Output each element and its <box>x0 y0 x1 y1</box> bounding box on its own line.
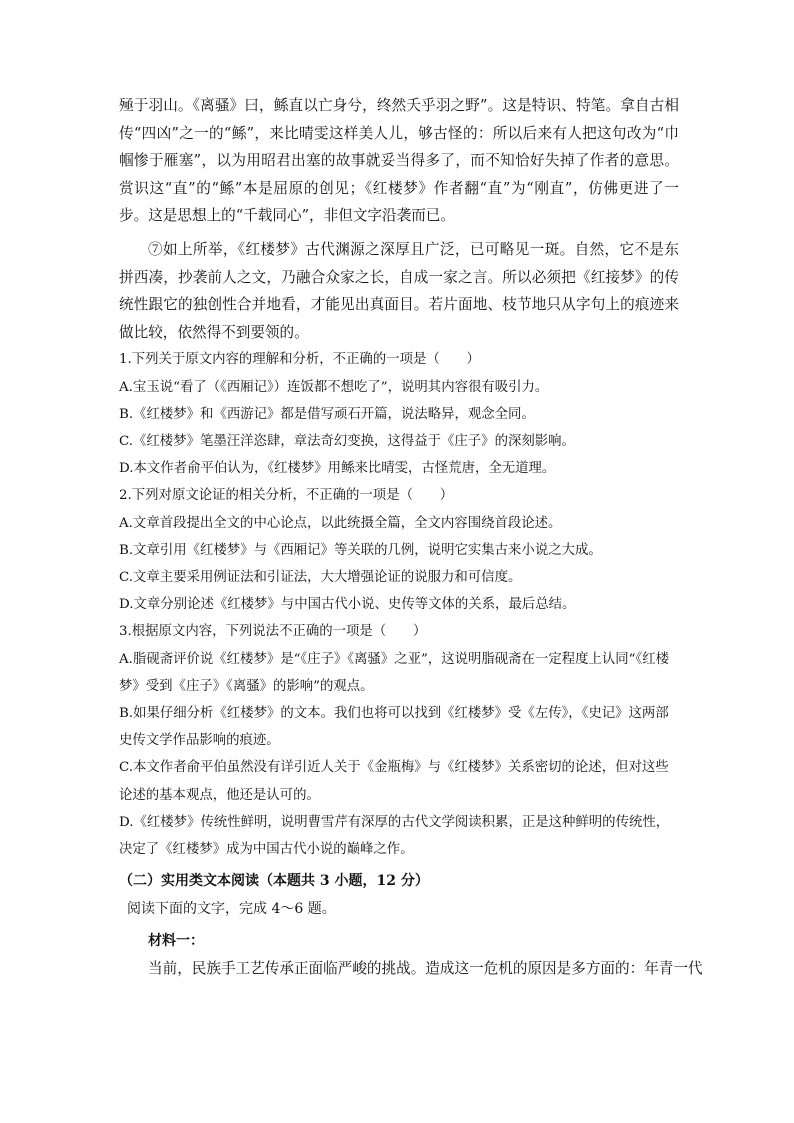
question-option: D.文章分别论述《红楼梦》与中国古代小说、史传等文体的关系，最后总结。 <box>119 597 576 613</box>
question-option: B.《红楼梦》和《西游记》都是借写顽石开篇，说法略异，观念全同。 <box>119 406 535 422</box>
section-instruction: 阅读下面的文字，完成 4～6 题。 <box>127 901 336 918</box>
question-option: C.本文作者俞平伯虽然没有详引近人关于《金瓶梅》与《红楼梦》关系密切的论述，但对这些论述的基本观点，他还是认可的。 <box>119 760 669 803</box>
section-heading: （二）实用类文本阅读（本题共 3 小题，12 分） <box>119 873 429 890</box>
question-option: C.文章主要采用例证法和引证法，大大增强论证的说服力和可信度。 <box>119 569 522 585</box>
question-option: D.《红楼梦》传统性鲜明，说明曹雪芹有深厚的古代文学阅读积累，正是这种鲜明的传统性，决定了《红楼梦》成为中国古代小说的巅峰之作。 <box>119 814 670 857</box>
question-option: A.宝玉说“看了（《西厢记》）连饭都不想吃了”，说明其内容很有吸引力。 <box>119 379 549 395</box>
question-option: A.脂砚斋评价说《红楼梦》是“《庄子》《离骚》之亚”，这说明脂砚斋在一定程度上认同“《红楼梦》受到《庄子》《离骚》的影响”的观点。 <box>119 651 669 694</box>
material-heading: 材料一： <box>148 933 204 950</box>
question-stem: 2.下列对原文论证的相关分析，不正确的一项是（ ） <box>119 488 454 504</box>
question-option: B.如果仔细分析《红楼梦》的文本。我们也将可以找到《红楼梦》受《左传》，《史记》这两部史传文学作品影响的痕迹。 <box>119 705 669 749</box>
question-2 <box>119 482 679 618</box>
passage-paragraph-6: 殛于羽山。《离骚》曰，鲧直以亡身兮，终然夭乎羽之野”。这是特识、特笔。拿自古相传“四凶”之一的“鲧”，来比晴雯这样美人儿，够古怪的：所以后来有人把这句改为“巾帼惨于雁塞”，以为用昭君出塞的故事就妥当得多了，而不知恰好失掉了作者的意思。赏识这“直”的“鲧”本是屈原的创见；《红楼梦》作者翻“直”为“刚直”，仿佛更进了一步。这是思想上的“千载同心”，非但文字沿袭而已。 <box>119 97 679 225</box>
question-option: C.《红楼梦》笔墨汪洋恣肆，章法奇幻变换，这得益于《庄子》的深刻影响。 <box>119 433 575 449</box>
material-text: 当前，民族手工艺传承正面临严峻的挑战。造成这一危机的原因是多方面的：年青一代 <box>148 960 703 978</box>
question-option: A.文章首段提出全文的中心论点，以此统摄全篇，全文内容围绕首段论述。 <box>119 515 562 531</box>
question-1 <box>119 346 679 482</box>
passage-paragraph-7: ⑦如上所举，《红楼梦》古代渊源之深厚且广泛，已可略见一斑。自然，它不是东拼西凑，抄袭前人之文，乃融合众家之长，自成一家之言。所以必须把《红接梦》的传统性跟它的独创性合并地看，才能见出真面目。若片面地、枝节地只从字句上的痕迹来做比较，依然得不到要领的。 <box>119 240 679 341</box>
document-page <box>119 92 703 983</box>
question-option: B.文章引用《红楼梦》与《西厢记》等关联的几例，说明它实集古来小说之大成。 <box>119 542 602 558</box>
question-3 <box>119 618 679 863</box>
question-option: D.本文作者俞平伯认为，《红楼梦》用鲧来比晴雯，古怪荒唐，全无道理。 <box>119 461 556 477</box>
question-stem: 1.下列关于原文内容的理解和分析，不正确的一项是（ ） <box>119 352 480 368</box>
question-stem: 3.根据原文内容，下列说法不正确的一项是（ ） <box>119 624 427 640</box>
